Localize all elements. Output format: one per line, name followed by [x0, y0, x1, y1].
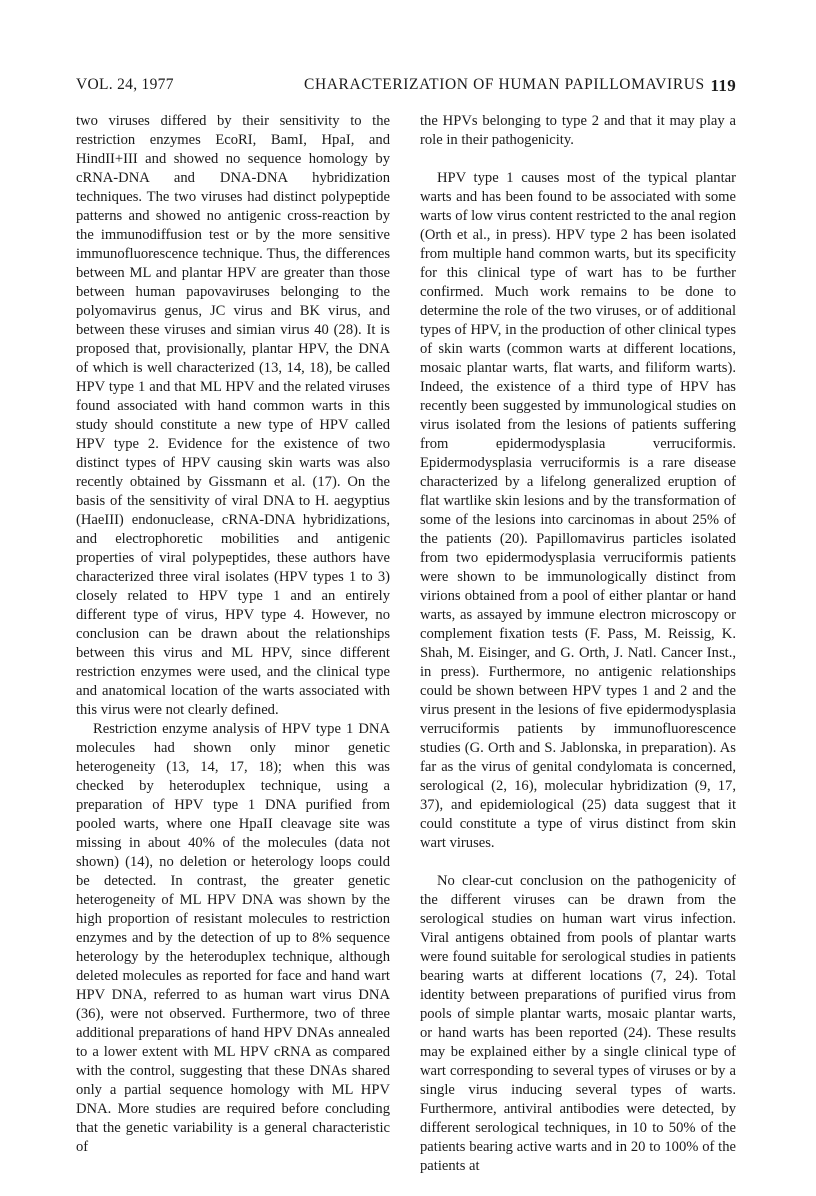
paragraph-serology: No clear-cut conclusion on the pathogenicity of the different viruses can be drawn from the serological studies on human wart virus infection. Viral antigens obtained from pools of plantar warts were found suitable for serological studies in patients bearing warts at different locations (7, 24). Total identity between preparations of purified virus from pools of simple plantar warts, mosaic plantar warts, or hand warts has been reported (24). These results may be explained either by a single clinical type of wart corresponding to several types of viruses or by a single virus inducing several types of warts. Furthermore, antiviral antibodies were detected, by different serological techniques, in 10 to 50% of the patients bearing active warts and in 20 to 100% of the patients at	[420, 873, 736, 1174]
volume-label: VOL. 24, 1977	[76, 76, 174, 93]
right-column	[420, 112, 736, 1176]
paragraph-continued: the HPVs belonging to type 2 and that it may play a role in their pathogenicity.	[420, 113, 736, 148]
left-column	[76, 112, 390, 1157]
paragraph-continued: two viruses differed by their sensitivity to the restriction enzymes EcoRI, BamI, HpaI, and HindII+III and showed no sequence homology by cRNA-DNA and DNA-DNA hybridization techniques. The two viruses had distinct polypeptide patterns and showed no antigenic cross-reaction by the immunodiffusion test or by the more sensitive immunofluorescence technique. Thus, the differences between ML and plantar HPV are greater than those between human papovaviruses belonging to the polyomavirus genus, JC virus and BK virus, and between these viruses and simian virus 40 (28). It is proposed that, provisionally, plantar HPV, the DNA of which is well characterized (13, 14, 18), be called HPV type 1 and that ML HPV and the related viruses found associated with hand common warts in this study should constitute a new type of HPV called HPV type 2. Evidence for the existence of two distinct types of HPV causing skin warts was also recently obtained by Gissmann et al. (17). On the basis of the sensitivity of viral DNA to H. aegyptius (HaeIII) endonuclease, cRNA-DNA hybridizations, and electrophoretic mobilities and antigenic properties of viral polypeptides, these authors have characterized three viral isolates (HPV types 1 to 3) closely related to HPV type 1 and an entirely different type of virus, HPV type 4. However, no conclusion can be drawn about the relationships between this virus and ML HPV, since different restriction enzymes were used, and the clinical type and anatomical location of the warts associated with this virus were not clearly defined.	[76, 113, 390, 718]
running-title: CHARACTERIZATION OF HUMAN PAPILLOMAVIRUS	[304, 76, 705, 93]
paragraph-hpv-types: HPV type 1 causes most of the typical plantar warts and has been found to be associated with some warts of low virus content restricted to the anal region (Orth et al., in press). HPV type 2 has been isolated from multiple hand common warts, but its specificity for this clinical type of wart has to be further confirmed. Much work remains to be done to determine the role of the two viruses, or of additional types of HPV, in the production of other clinical types of skin warts (common warts at different locations, mosaic plantar warts, flat warts, and filiform warts). Indeed, the existence of a third type of HPV has recently been suggested by immunological studies on virus isolated from the lesions of patients suffering from epidermodysplasia verruciformis. Epidermodysplasia verruciformis is a rare disease characterized by a lifelong generalized eruption of flat wartlike skin lesions and by the transformation of some of the lesions into carcinomas in about 25% of the patients (20). Papillomavirus particles isolated from two epidermodysplasia verruciformis patients were shown to be immunologically distinct from virions obtained from a pool of either plantar or hand warts, as assayed by immune electron microscopy or complement fixation tests (F. Pass, M. Reissig, K. Shah, M. Eisinger, and G. Orth, J. Natl. Cancer Inst., in press). Furthermore, no antigenic relationships could be shown between HPV types 1 and 2 and the virus present in the lesions of five epidermodysplasia verruciformis patients by immunofluorescence studies (G. Orth and S. Jablonska, in preparation). As far as the virus of genital condylomata is concerned, serological (2, 16), molecular hybridization (9, 17, 37), and epidemiological (25) data suggest that it could constitute a type of virus distinct from skin wart viruses.	[420, 170, 736, 851]
running-header	[76, 76, 736, 98]
paragraph-restriction-analysis: Restriction enzyme analysis of HPV type 1 DNA molecules had shown only minor genetic heterogeneity (13, 14, 17, 18); when this was checked by heteroduplex technique, using a preparation of HPV type 1 DNA purified from pooled warts, where one HpaII cleavage site was missing in about 40% of the molecules (data not shown) (14), no deletion or heterology loops could be detected. In contrast, the greater genetic heterogeneity of ML HPV DNA was shown by the high proportion of resistant molecules to restriction enzymes and by the detection of up to 8% sequence heterology by the heteroduplex technique, although deleted molecules as reported for face and hand wart HPV DNA, referred to as human wart virus DNA (36), were not observed. Furthermore, two of three additional preparations of hand HPV DNAs annealed to a lower extent with ML HPV cRNA as compared with the control, suggesting that these DNAs shared only a partial sequence homology with ML HPV DNA. More studies are required before concluding that the genetic variability is a general characteristic of	[76, 721, 390, 1155]
page-number: 119	[710, 76, 736, 95]
